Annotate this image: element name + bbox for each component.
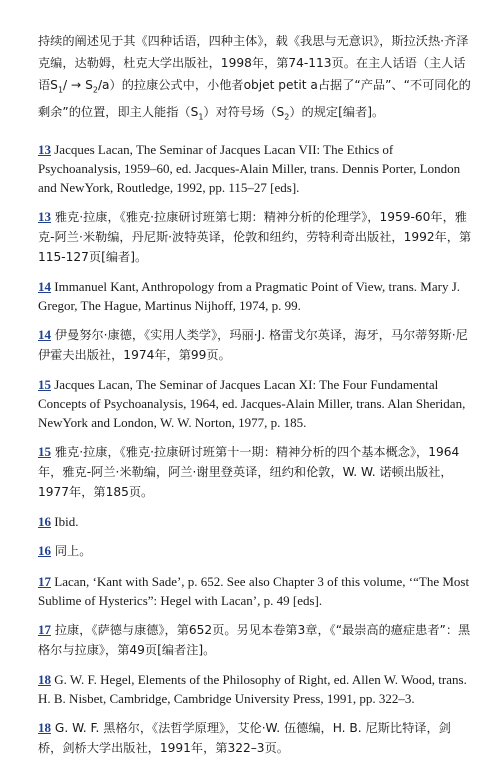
intro-text-part: / → S — [63, 78, 93, 92]
footnote-text: Ibid. — [51, 513, 79, 529]
subscript: 1 — [198, 112, 204, 122]
footnote-13-zh — [38, 207, 474, 267]
footnote-14-en — [38, 277, 474, 315]
footnote-link[interactable]: 13 — [38, 141, 51, 157]
subscript: 1 — [57, 85, 64, 95]
footnote-text: 拉康，《萨德与康德》，第652页。另见本卷第3章，《“最崇高的癔症患者”：黑格尔与拉康》，第49页[编者注]。 — [38, 622, 471, 657]
footnote-17-en — [38, 572, 474, 610]
intro-text-part: /a）的拉康公式中，小他者objet petit a占据了“产品”、“不可同化的剩余”的位置，即主人能指（S — [38, 78, 471, 120]
footnote-text: G. W. F. Hegel, Elements of the Philosophy of Right, ed. Allen W. Wood, trans. H. B. Nisbet, Cambridge, Cambridge University Press, 1991, pp. 322–3. — [38, 671, 467, 706]
footnote-text: 同上。 — [51, 543, 92, 558]
intro-text-part: ）的规定[编者]。 — [289, 105, 385, 120]
footnote-link[interactable]: 17 — [38, 621, 51, 637]
footnote-link[interactable]: 15 — [38, 443, 51, 459]
footnote-15-zh — [38, 442, 474, 502]
subscript: 2 — [92, 85, 98, 95]
footnote-link[interactable]: 18 — [38, 671, 51, 687]
footnote-18-zh — [38, 718, 474, 758]
footnote-link[interactable]: 17 — [38, 573, 51, 589]
footnote-15-en — [38, 375, 474, 432]
footnote-link[interactable]: 14 — [38, 326, 51, 342]
footnote-text: 雅克·拉康，《雅克·拉康研讨班第七期：精神分析的伦理学》，1959-60年，雅克-阿兰·米勒编，丹尼斯·波特英译，伦敦和纽约，劳特利奇出版社，1992年，第115-127页[编者]。 — [38, 209, 472, 264]
footnote-16-en — [38, 512, 474, 531]
footnote-18-en — [38, 670, 474, 708]
document-page — [38, 30, 474, 768]
footnote-16-zh — [38, 541, 474, 561]
footnote-link[interactable]: 18 — [38, 719, 51, 735]
footnote-text: Lacan, ‘Kant with Sade’, p. 652. See also Chapter 3 of this volume, ‘“The Most Sublime of Hysterics”: Hegel with Lacan’, p. 49 [eds]. — [38, 573, 470, 608]
intro-text-part: 持续的阐述见于其《四种话语，四种主体》，载《我思与无意识》，斯拉沃热·齐泽克编，达勒姆，杜克大学出版社，1998年，第74-113页。在主人话语（主人话语S — [38, 34, 469, 92]
footnote-text: 伊曼努尔·康德，《实用人类学》，玛丽·J. 格雷戈尔英译，海牙，马尔蒂努斯·尼伊霍夫出版社，1974年，第99页。 — [38, 327, 468, 362]
subscript: 2 — [284, 112, 290, 122]
footnote-link[interactable]: 15 — [38, 376, 51, 392]
footnote-text: Immanuel Kant, Anthropology from a Pragmatic Point of View, trans. Mary J. Gregor, The Hague, Martinus Nijhoff, 1974, p. 99. — [38, 278, 461, 313]
footnote-text: 雅克·拉康，《雅克·拉康研讨班第十一期：精神分析的四个基本概念》，1964年，雅克-阿兰·米勒编，阿兰·谢里登英译，纽约和伦敦，W. W. 诺顿出版社，1977年，第185页。 — [38, 444, 460, 499]
footnote-text: Jacques Lacan, The Seminar of Jacques Lacan VII: The Ethics of Psychoanalysis, 1959–60, ed. Jacques-Alain Miller, trans. Dennis Porter, London and NewYork, Routledge, 1992, pp. 115–27 [eds]. — [38, 141, 461, 195]
footnote-link[interactable]: 16 — [38, 542, 51, 558]
intro-paragraph — [38, 30, 474, 129]
footnote-link[interactable]: 13 — [38, 208, 51, 224]
footnote-14-zh — [38, 325, 474, 365]
footnote-text: Jacques Lacan, The Seminar of Jacques Lacan XI: The Four Fundamental Concepts of Psychoanalysis, 1964, ed. Jacques-Alain Miller, trans. Alan Sheridan, NewYork and London, W. W. Norton, 1977, p. 185. — [38, 376, 466, 430]
footnote-link[interactable]: 14 — [38, 278, 51, 294]
intro-text-part: ）对符号场（S — [203, 105, 285, 120]
footnote-13-en — [38, 140, 474, 197]
footnote-link[interactable]: 16 — [38, 513, 51, 529]
footnote-17-zh — [38, 620, 474, 660]
footnote-text: G. W. F. 黑格尔，《法哲学原理》，艾伦·W. 伍德编，H. B. 尼斯比特译，剑桥，剑桥大学出版社，1991年，第322–3页。 — [38, 720, 451, 755]
